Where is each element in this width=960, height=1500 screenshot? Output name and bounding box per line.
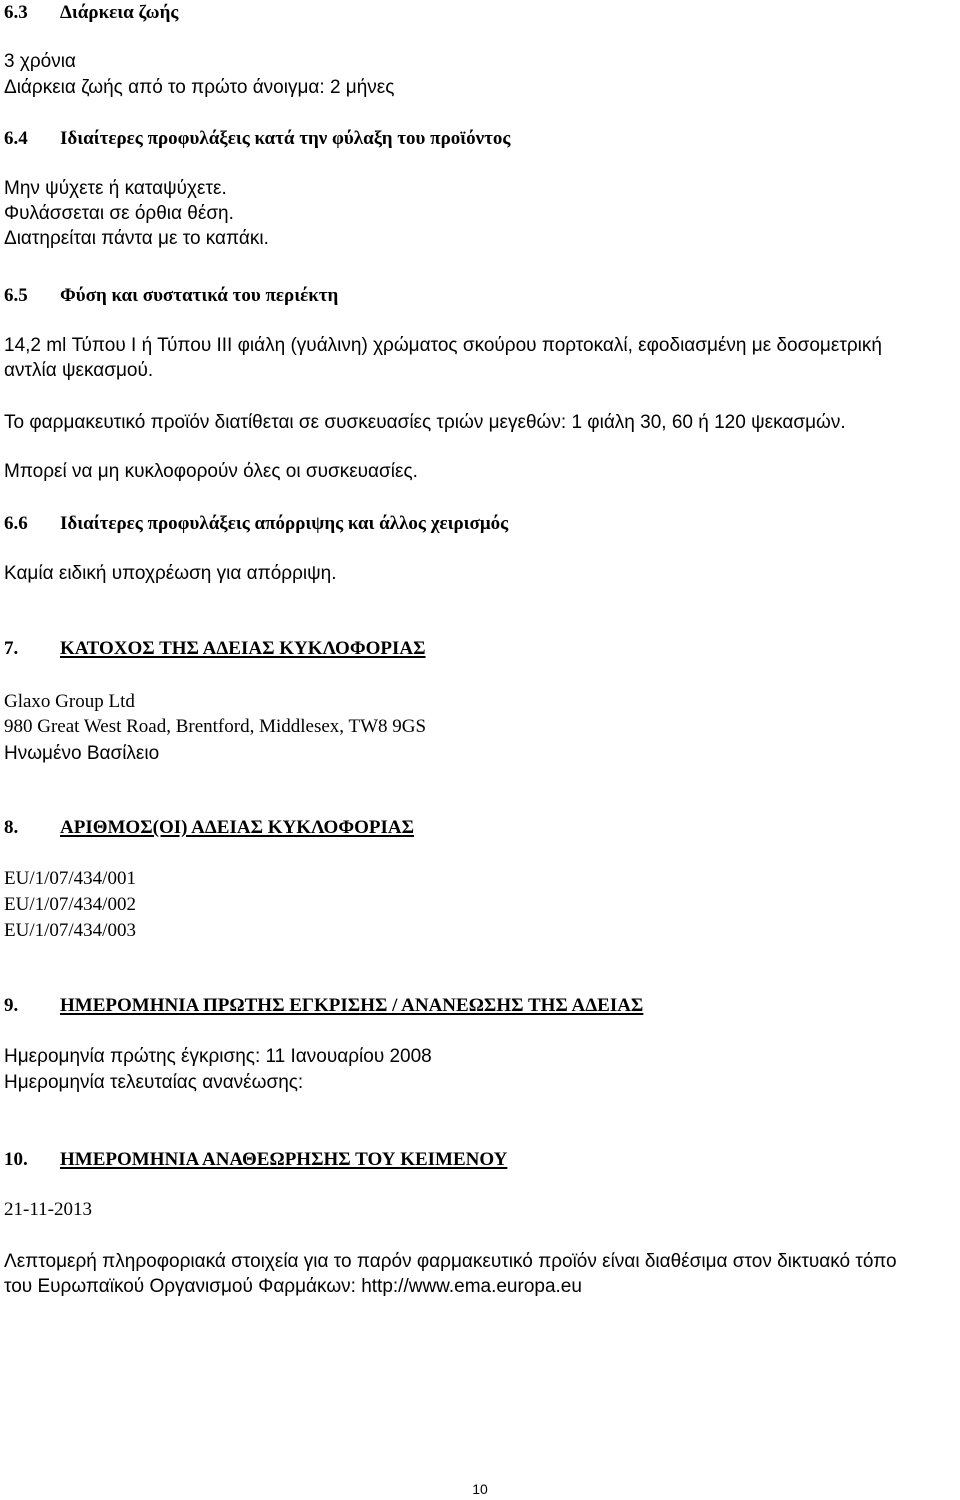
section-title: Διάρκεια ζωής [60,2,179,23]
container-description-line: αντλία ψεκασμού. [4,360,154,381]
shelf-life-after-opening-line: Διάρκεια ζωής από το πρώτο άνοιγμα: 2 μήνες [4,77,395,98]
section-title: ΗΜΕΡΟΜΗΝΙΑ ΠΡΩΤΗΣ ΕΓΚΡΙΣΗΣ / ΑΝΑΝΕΩΣΗΣ ΤΗΣ ΑΔΕΙΑΣ [60,995,644,1016]
section-title: Φύση και συστατικά του περιέκτη [60,285,339,306]
section-7-heading [4,636,426,662]
section-6-3-heading [4,0,178,26]
section-number: 6.3 [4,2,28,23]
first-authorisation-date: Ημερομηνία πρώτης έγκρισης: 11 Ιανουαρίου 2008 [4,1046,432,1067]
section-title: Ιδιαίτερες προφυλάξεις κατά την φύλαξη του προϊόντος [60,128,511,149]
section-number: 9. [4,995,19,1016]
section-9-heading [4,993,643,1019]
disposal-text: Καμία ειδική υποχρέωση για απόρριψη. [4,563,337,584]
ema-info-line: του Ευρωπαϊκού Οργανισμού Φαρμάκων: http://www.ema.europa.eu [4,1276,582,1297]
holder-country: Ηνωμένο Βασίλειο [4,743,160,764]
section-number: 6.4 [4,128,28,149]
container-description-line: 14,2 ml Τύπου I ή Τύπου III φιάλη (γυάλινη) χρώματος σκούρου πορτοκαλί, εφοδιασμένη με δοσομετρική [4,335,882,356]
section-title: ΑΡΙΘΜΟΣ(ΟΙ) ΑΔΕΙΑΣ ΚΥΚΛΟΦΟΡΙΑΣ [60,817,415,838]
pack-sizes-text: Το φαρμακευτικό προϊόν διατίθεται σε συσκευασίες τριών μεγεθών: 1 φιάλη 30, 60 ή 120 ψεκασμών. [4,412,846,433]
section-number: 8. [4,817,19,838]
authorisation-number: EU/1/07/434/003 [4,920,136,941]
storage-line: Φυλάσσεται σε όρθια θέση. [4,203,234,224]
section-6-4-heading [4,126,510,152]
section-title: Ιδιαίτερες προφυλάξεις απόρριψης και άλλος χειρισμός [60,513,509,534]
authorisation-number: EU/1/07/434/002 [4,894,136,915]
marketing-note-text: Μπορεί να μη κυκλοφορούν όλες οι συσκευασίες. [4,461,418,482]
holder-name: Glaxo Group Ltd [4,691,135,712]
section-8-heading [4,815,414,841]
ema-info-line: Λεπτομερή πληροφοριακά στοιχεία για το παρόν φαρμακευτικό προϊόν είναι διαθέσιμα στον δικτυακό τόπο [4,1251,897,1272]
section-number: 6.6 [4,513,28,534]
section-title: ΗΜΕΡΟΜΗΝΙΑ ΑΝΑΘΕΩΡΗΣΗΣ ΤΟΥ ΚΕΙΜΕΝΟΥ [60,1149,508,1170]
section-6-5-heading [4,283,338,309]
section-6-6-heading [4,511,508,537]
shelf-life-line: 3 χρόνια [4,51,76,72]
section-title: ΚΑΤΟΧΟΣ ΤΗΣ ΑΔΕΙΑΣ ΚΥΚΛΟΦΟΡΙΑΣ [60,638,426,659]
section-10-heading [4,1147,507,1173]
storage-line: Διατηρείται πάντα με το καπάκι. [4,228,269,249]
section-number: 7. [4,638,19,659]
section-number: 10. [4,1149,28,1170]
section-number: 6.5 [4,285,28,306]
holder-address: 980 Great West Road, Brentford, Middlesex, TW8 9GS [4,716,427,737]
storage-line: Μην ψύχετε ή καταψύχετε. [4,178,227,199]
renewal-date: Ημερομηνία τελευταίας ανανέωσης: [4,1072,304,1093]
revision-date: 21-11-2013 [4,1199,92,1220]
page-number: 10 [472,1481,488,1497]
authorisation-number: EU/1/07/434/001 [4,868,136,889]
